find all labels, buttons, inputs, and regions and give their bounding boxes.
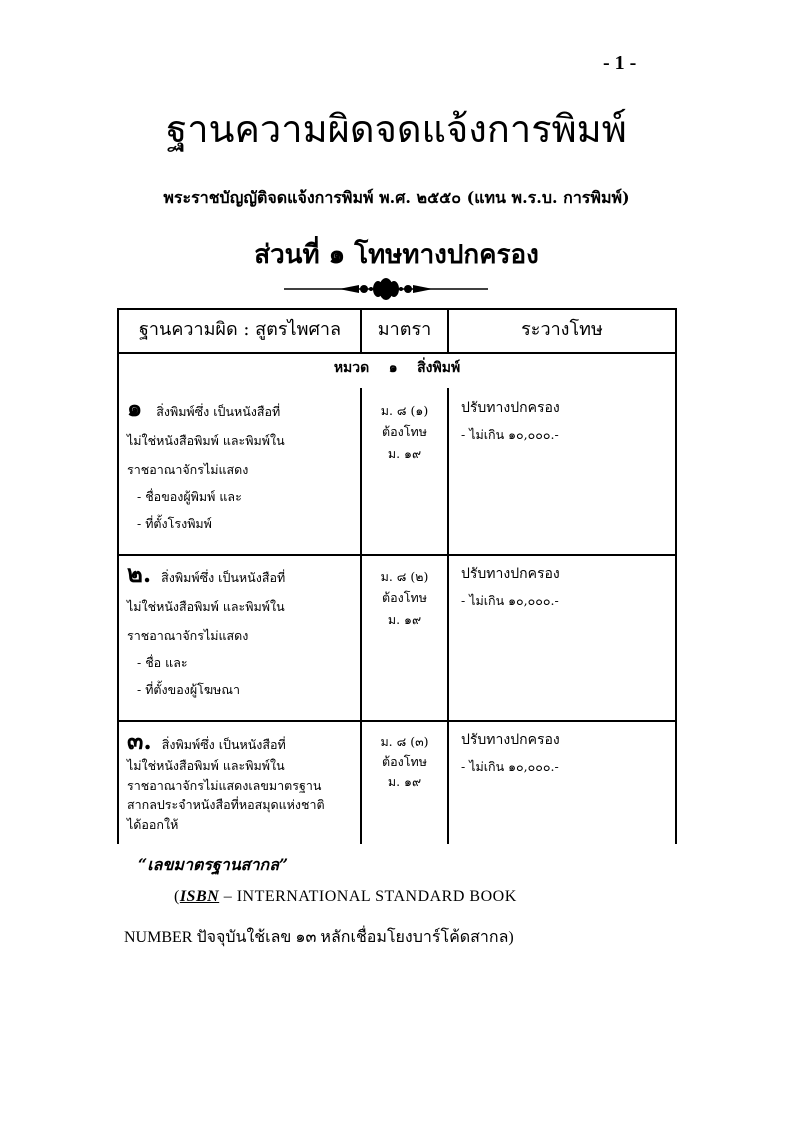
offense-line: - ที่ตั้งโรงพิมพ์ <box>137 515 212 531</box>
table-row-2-offense <box>127 560 359 697</box>
offense-lead: สิ่งพิมพ์ซึ่ง เป็นหนังสือที่ <box>156 404 281 419</box>
penalty-line: - ไม่เกิน ๑๐,๐๐๐.- <box>461 758 559 774</box>
offense-line: ไม่ใช่หนังสือพิมพ์ และพิมพ์ใน <box>127 432 285 448</box>
table-row-3-penalty <box>461 732 671 774</box>
offense-line: - ชื่อของผู้พิมพ์ และ <box>137 488 242 504</box>
offense-line: ไม่ใช่หนังสือพิมพ์ และพิมพ์ใน <box>127 758 285 773</box>
section-line: ม. ๑๙ <box>387 611 422 627</box>
penalty-line: ปรับทางปกครอง <box>461 400 560 416</box>
offense-lead: สิ่งพิมพ์ซึ่ง เป็นหนังสือที่ <box>161 570 286 585</box>
footnote-quote: “เลขมาตรฐานสากล” <box>138 855 289 874</box>
section-line: ต้องโทษ <box>382 754 427 769</box>
offense-line: ได้ออกให้ <box>127 816 179 832</box>
page-number: - 1 - <box>603 52 637 74</box>
header-section: มาตรา <box>377 319 432 340</box>
section-line: ม. ๘ (๑) <box>380 403 429 418</box>
row-number: ๒. <box>127 559 152 588</box>
offense-line: ราชอาณาจักรไม่แสดงเลขมาตรฐาน <box>127 777 322 793</box>
table-row-1-penalty <box>461 400 671 442</box>
offense-line: - ชื่อ และ <box>137 654 188 670</box>
penalty-line: ปรับทางปกครอง <box>461 566 560 582</box>
row-number: ๑ <box>127 393 143 422</box>
table-row-3-offense <box>127 726 359 833</box>
header-offense: ฐานความผิด : สูตรไพศาล <box>138 319 342 340</box>
penalty-table <box>117 308 677 844</box>
section-line: ม. ๘ (๓) <box>380 734 429 749</box>
open-paren: ( <box>174 888 180 905</box>
offense-lead: สิ่งพิมพ์ซึ่ง เป็นหนังสือที่ <box>161 737 286 752</box>
table-row-1-section <box>362 400 447 464</box>
section-title: ส่วนที่ ๑ โทษทางปกครอง <box>254 240 539 270</box>
offense-line: ไม่ใช่หนังสือพิมพ์ และพิมพ์ใน <box>127 598 285 614</box>
table-row-2-section <box>362 566 447 630</box>
penalty-line: - ไม่เกิน ๑๐,๐๐๐.- <box>461 592 559 608</box>
penalty-line: ปรับทางปกครอง <box>461 732 560 748</box>
row-number: ๓. <box>127 726 152 755</box>
section-line: ต้องโทษ <box>382 424 427 440</box>
chapter-heading: หมวด ๑ สิ่งพิมพ์ <box>333 360 461 376</box>
footnote-line-2: NUMBER ปัจจุบันใช้เลข ๑๓ หลักเชื่อมโยงบาร์โค้ดสากล) <box>124 929 514 946</box>
section-line: ต้องโทษ <box>382 590 427 606</box>
document-title: ฐานความผิดจดแจ้งการพิมพ์ <box>166 107 627 151</box>
table-row-1-offense <box>127 394 359 531</box>
offense-line: ราชอาณาจักรไม่แสดง <box>127 627 249 643</box>
footnote-line-1-rest: – INTERNATIONAL STANDARD BOOK <box>219 888 517 905</box>
offense-line: ราชอาณาจักรไม่แสดง <box>127 461 249 477</box>
isbn-term: ISBN <box>179 888 220 905</box>
footnote-line-1 <box>174 888 517 906</box>
section-line: ม. ๑๙ <box>387 774 422 789</box>
document-subtitle: พระราชบัญญัติจดแจ้งการพิมพ์ พ.ศ. ๒๕๕๐ (แทน พ.ร.บ. การพิมพ์) <box>163 188 630 207</box>
offense-line: สากลประจำหนังสือที่หอสมุดแห่งชาติ <box>127 797 325 813</box>
header-penalty: ระวางโทษ <box>521 319 603 340</box>
table-row-3-section <box>362 732 447 792</box>
section-line: ม. ๑๙ <box>387 445 422 461</box>
penalty-line: - ไม่เกิน ๑๐,๐๐๐.- <box>461 426 559 442</box>
section-line: ม. ๘ (๒) <box>380 569 429 584</box>
ornament-divider-icon <box>284 276 488 302</box>
table-row-2-penalty <box>461 566 671 608</box>
offense-line: - ที่ตั้งของผู้โฆษณา <box>137 681 240 697</box>
